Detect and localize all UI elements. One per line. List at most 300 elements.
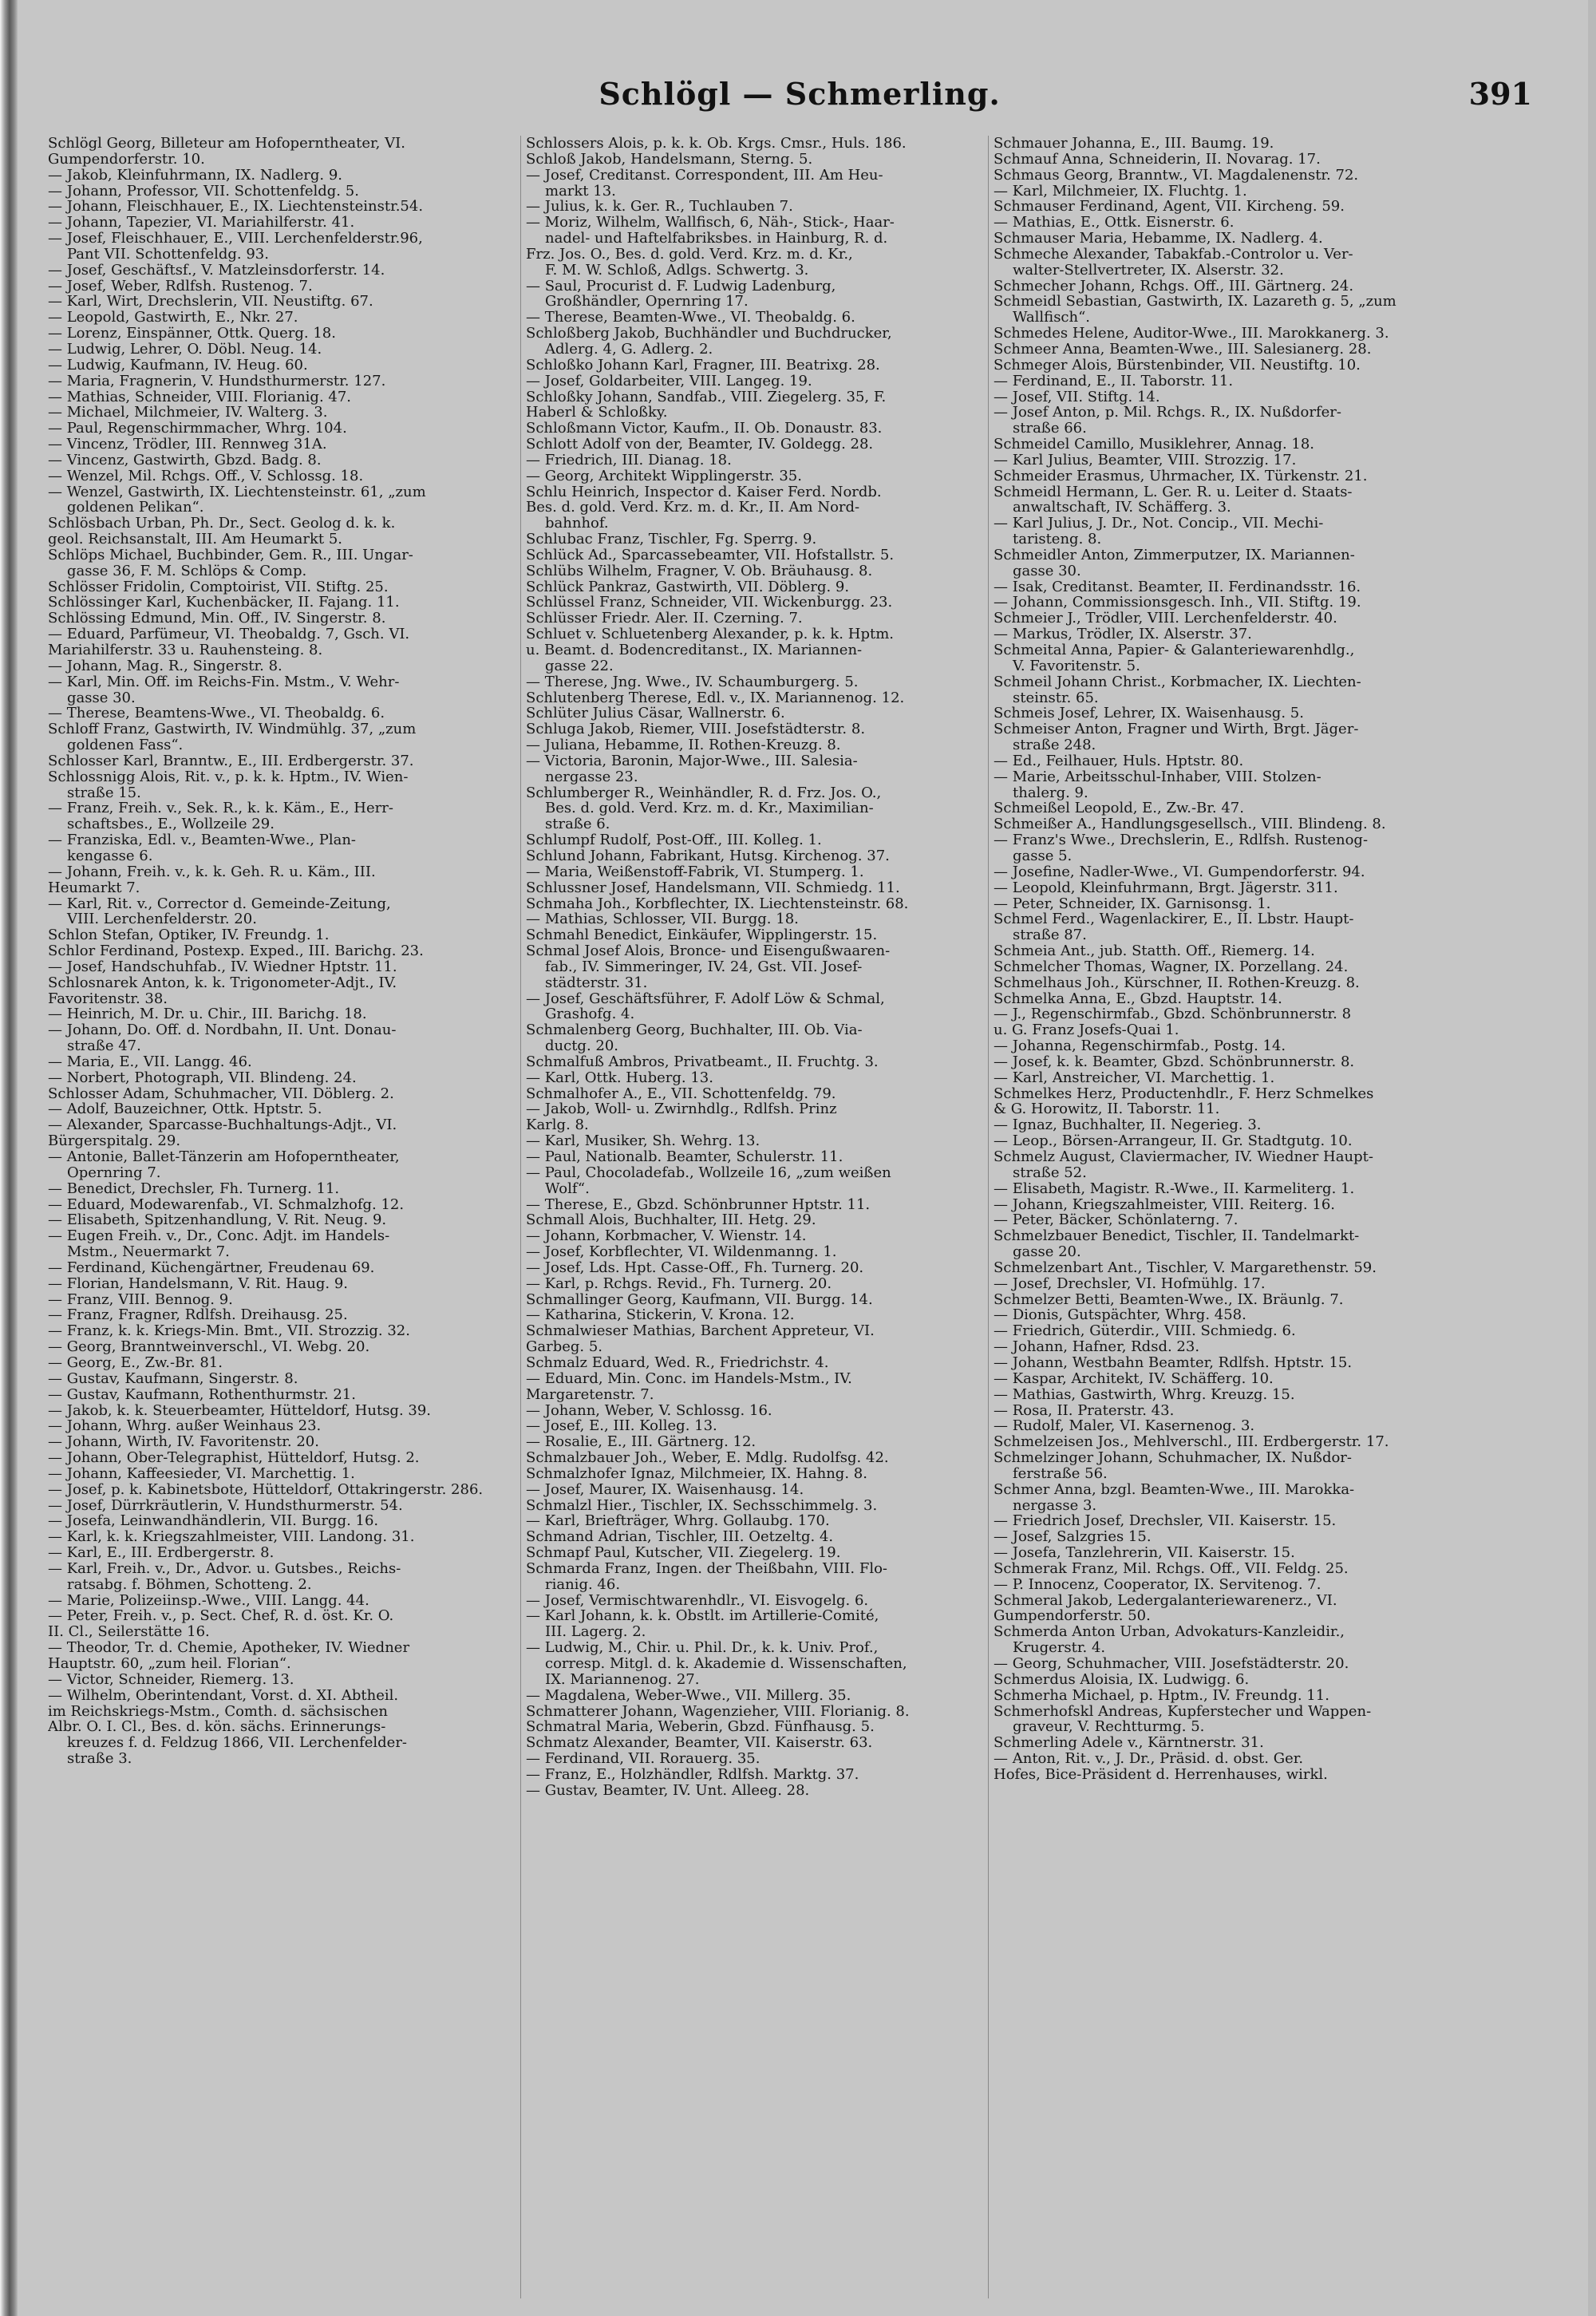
directory-entry: — Josef, Lds. Hpt. Casse-Off., Fh. Turnerg. 20. xyxy=(526,1259,864,1276)
directory-entry: Schmalzbauer Joh., Weber, E. Mdlg. Rudolfsg. 42. xyxy=(526,1450,889,1466)
directory-entry: Großhändler, Opernring 17. xyxy=(545,294,749,310)
directory-entry: nergasse 3. xyxy=(1013,1497,1097,1514)
directory-entry: — Mathias, E., Ottk. Eisnerstr. 6. xyxy=(994,215,1235,231)
directory-entry: — Eduard, Modewarenfab., VI. Schmalzhofg. 12. xyxy=(48,1196,405,1213)
directory-entry: Schloff Franz, Gastwirth, IV. Windmühlg. 37, „zum xyxy=(48,721,417,738)
directory-entry: — Peter, Schneider, IX. Garnisonsg. 1. xyxy=(994,895,1271,912)
directory-entry: Schmalzhofer Ignaz, Milchmeier, IX. Hahng. 8. xyxy=(526,1465,867,1482)
column-right xyxy=(988,136,1455,2298)
directory-entry: walter-Stellvertreter, IX. Alserstr. 32. xyxy=(1013,262,1284,279)
directory-entry: — Rudolf, Maler, VI. Kasernenog. 3. xyxy=(994,1418,1255,1435)
directory-entry: Opernring 7. xyxy=(67,1164,161,1181)
directory-entry: Schloß Jakob, Handelsmann, Sterng. 5. xyxy=(526,151,813,168)
directory-entry: Schmeidel Camillo, Musiklehrer, Annag. 18. xyxy=(994,437,1315,453)
directory-entry: Schmerak Franz, Mil. Rchgs. Off., VII. Feldg. 25. xyxy=(994,1560,1349,1577)
directory-entry: straße 52. xyxy=(1013,1164,1087,1181)
directory-entry: Schmeger Alois, Bürstenbinder, VII. Neustiftg. 10. xyxy=(994,357,1361,373)
directory-entry: — Mathias, Gastwirth, Whrg. Kreuzg. 15. xyxy=(994,1386,1295,1403)
directory-entry: — Franz, Freih. v., Sek. R., k. k. Käm., E., Herr- xyxy=(48,800,393,817)
directory-entry: Schmalz Eduard, Wed. R., Friedrichstr. 4. xyxy=(526,1354,829,1371)
directory-entry: — Eugen Freih. v., Dr., Conc. Adjt. im Handels- xyxy=(48,1228,390,1245)
directory-entry: kreuzes f. d. Feldzug 1866, VII. Lerchenfelder- xyxy=(67,1735,408,1752)
directory-entry: Bes. d. gold. Verd. Krz. m. d. Kr., Maximilian- xyxy=(545,800,874,817)
directory-entry: Schlon Stefan, Optiker, IV. Freundg. 1. xyxy=(48,927,330,944)
directory-entry: Schmaus Georg, Branntw., VI. Magdalenenstr. 72. xyxy=(994,167,1359,184)
directory-entry: — Paul, Chocoladefab., Wollzeile 16, „zum weißen xyxy=(526,1164,891,1181)
directory-entry: Schmeidl Sebastian, Gastwirth, IX. Lazareth g. 5, „zum xyxy=(994,294,1396,310)
directory-entry: — Johann, Kaffeesieder, VI. Marchettig. 1. xyxy=(48,1465,355,1482)
directory-entry: — Josefa, Leinwandhändlerin, VII. Burgg. 16. xyxy=(48,1513,379,1530)
directory-entry: gasse 22. xyxy=(545,658,614,674)
directory-entry: Schloßberg Jakob, Buchhändler und Buchdrucker, xyxy=(526,326,892,342)
directory-entry: Frz. Jos. O., Bes. d. gold. Verd. Krz. m. d. Kr., xyxy=(526,246,853,263)
directory-entry: Margaretenstr. 7. xyxy=(526,1386,654,1403)
directory-entry: Schlu Heinrich, Inspector d. Kaiser Ferd. Nordb. xyxy=(526,484,882,500)
directory-entry: — Eduard, Min. Conc. im Handels-Mstm., IV. xyxy=(526,1370,852,1387)
directory-entry: Schlussner Josef, Handelsmann, VII. Schmiedg. 11. xyxy=(526,879,900,896)
directory-entry: — Franziska, Edl. v., Beamten-Wwe., Plan- xyxy=(48,832,357,848)
directory-entry: — Isak, Creditanst. Beamter, II. Ferdinandsstr. 16. xyxy=(994,579,1361,595)
directory-entry: Schmauf Anna, Schneiderin, II. Novarag. 17. xyxy=(994,151,1321,168)
directory-entry: — Moriz, Wilhelm, Wallfisch, 6, Näh-, Stick-, Haar- xyxy=(526,215,895,231)
directory-entry: Wallfisch“. xyxy=(1013,310,1091,326)
directory-entry: straße 87. xyxy=(1013,927,1087,944)
column-middle xyxy=(520,136,987,2298)
directory-entry: Bes. d. gold. Verd. Krz. m. d. Kr., II. Am Nord- xyxy=(526,500,860,516)
directory-entry: Schlosser Karl, Branntw., E., III. Erdbergerstr. 37. xyxy=(48,753,414,769)
directory-entry: — Johann, Do. Off. d. Nordbahn, II. Unt. Donau- xyxy=(48,1022,397,1039)
directory-entry: bahnhof. xyxy=(545,516,609,532)
directory-entry: — Franz's Wwe., Drechslerin, E., Rdlfsh. Rustenog- xyxy=(994,832,1369,848)
directory-entry: — Josef, Salzgries 15. xyxy=(994,1529,1152,1546)
directory-entry: graveur, V. Rechtturmg. 5. xyxy=(1013,1719,1205,1736)
directory-entry: Schlüssel Franz, Schneider, VII. Wickenburgg. 23. xyxy=(526,595,893,611)
directory-entry: schaftsbes., E., Wollzeile 29. xyxy=(67,816,275,833)
directory-entry: Albr. O. I. Cl., Bes. d. kön. sächs. Erinnerungs- xyxy=(48,1719,386,1736)
directory-entry: — Elisabeth, Spitzenhandlung, V. Rit. Neug. 9. xyxy=(48,1212,387,1229)
directory-entry: — Wenzel, Mil. Rchgs. Off., V. Schlossg. 18. xyxy=(48,468,364,484)
directory-entry: straße 248. xyxy=(1013,737,1096,753)
directory-entry: — Karl, Musiker, Sh. Wehrg. 13. xyxy=(526,1133,760,1149)
directory-entry: — Franz, VIII. Bennog. 9. xyxy=(48,1291,233,1308)
directory-entry: gasse 5. xyxy=(1013,848,1073,864)
directory-entry: Heumarkt 7. xyxy=(48,879,140,896)
directory-entry: — Mathias, Schneider, VIII. Florianig. 47. xyxy=(48,389,352,405)
directory-entry: — Markus, Trödler, IX. Alserstr. 37. xyxy=(994,626,1252,642)
directory-entry: gasse 20. xyxy=(1013,1244,1081,1260)
directory-entry: Schlüsser Friedr. Aler. II. Czerning. 7. xyxy=(526,611,803,627)
directory-entry: straße 15. xyxy=(67,785,141,801)
directory-entry: Schmelzbauer Benedict, Tischler, II. Tandelmarkt- xyxy=(994,1228,1360,1245)
directory-entry: Schlöps Michael, Buchbinder, Gem. R., III. Ungar- xyxy=(48,547,413,563)
directory-entry: — Karl, Freih. v., Dr., Advor. u. Gutsbes., Reichs- xyxy=(48,1560,401,1577)
directory-entry: — Ludwig, M., Chir. u. Phil. Dr., k. k. Univ. Prof., xyxy=(526,1640,879,1656)
directory-entry: Schmerda Anton Urban, Advokaturs-Kanzleidir., xyxy=(994,1624,1345,1641)
directory-entry: Schlutenberg Therese, Edl. v., IX. Mariannenog. 12. xyxy=(526,690,905,706)
directory-entry: — Georg, Branntweinverschl., VI. Webg. 20. xyxy=(48,1339,370,1355)
directory-entry: — Ludwig, Kaufmann, IV. Heug. 60. xyxy=(48,357,308,373)
directory-entry: goldenen Pelikan“. xyxy=(67,500,204,516)
directory-entry: — Johann, Whrg. außer Weinhaus 23. xyxy=(48,1418,322,1435)
directory-entry: Schmand Adrian, Tischler, III. Oetzeltg. 4. xyxy=(526,1529,834,1546)
directory-entry: Schmedes Helene, Auditor-Wwe., III. Marokkanerg. 3. xyxy=(994,326,1389,342)
directory-entry: — Ferdinand, VII. Rorauerg. 35. xyxy=(526,1751,760,1767)
directory-entry: Schmer Anna, bzgl. Beamten-Wwe., III. Marokka- xyxy=(994,1481,1355,1498)
directory-entry: Schmarda Franz, Ingen. der Theißbahn, VIII. Flo- xyxy=(526,1560,887,1577)
directory-entry: Schmapf Paul, Kutscher, VII. Ziegelerg. 19. xyxy=(526,1545,841,1561)
directory-entry: Schmeia Ant., jub. Statth. Off., Riemerg. 14. xyxy=(994,943,1315,959)
directory-entry: Garbeg. 5. xyxy=(526,1339,603,1355)
directory-entry: — Marie, Polizeiinsp.-Wwe., VIII. Langg. 44. xyxy=(48,1592,369,1609)
directory-entry: — Ignaz, Buchhalter, II. Negerieg. 3. xyxy=(994,1117,1262,1134)
directory-page xyxy=(18,0,1588,2316)
directory-entry: Schmeital Anna, Papier- & Galanteriewarenhdlg., xyxy=(994,642,1355,658)
directory-entry: — Rosa, II. Praterstr. 43. xyxy=(994,1402,1175,1419)
directory-entry: Schlösbach Urban, Ph. Dr., Sect. Geolog d. k. k. xyxy=(48,516,396,532)
directory-entry: V. Favoritenstr. 5. xyxy=(1013,658,1140,674)
directory-entry: Schmauser Ferdinand, Agent, VII. Kircheng. 59. xyxy=(994,199,1345,215)
directory-entry: — Georg, Schuhmacher, VIII. Josefstädterstr. 20. xyxy=(994,1656,1349,1672)
directory-entry: — Therese, E., Gbzd. Schönbrunner Hptstr. 11. xyxy=(526,1196,871,1213)
directory-entry: Schmeier J., Trödler, VIII. Lerchenfelderstr. 40. xyxy=(994,611,1337,627)
directory-entry: — Karl, Milchmeier, IX. Fluchtg. 1. xyxy=(994,183,1247,200)
directory-entry: Schmauer Johanna, E., III. Baumg. 19. xyxy=(994,136,1274,152)
directory-entry: — Johann, Fleischhauer, E., IX. Liechtensteinstr.54. xyxy=(48,199,424,215)
directory-entry: gasse 30. xyxy=(1013,563,1081,579)
directory-entry: Schmelzenbart Ant., Tischler, V. Margarethenstr. 59. xyxy=(994,1259,1377,1276)
directory-entry: — Jakob, k. k. Steuerbeamter, Hütteldorf, Hutsg. 39. xyxy=(48,1402,432,1419)
directory-entry: & G. Horowitz, II. Taborstr. 11. xyxy=(994,1101,1220,1118)
directory-entry: — Saul, Procurist d. F. Ludwig Ladenburg, xyxy=(526,278,836,294)
directory-entry: — Josef, Weber, Rdlfsh. Rustenog. 7. xyxy=(48,278,313,294)
directory-entry: Schlössing Edmund, Min. Off., IV. Singerstr. 8. xyxy=(48,611,386,627)
directory-entry: Schmecher Johann, Rchgs. Off., III. Gärtnerg. 24. xyxy=(994,278,1354,294)
directory-entry: Schmalwieser Mathias, Barchent Appreteur, VI. xyxy=(526,1323,875,1340)
directory-entry: ratsabg. f. Böhmen, Schotteng. 2. xyxy=(67,1576,312,1593)
directory-entry: ferstraße 56. xyxy=(1013,1465,1108,1482)
directory-entry: F. M. W. Schloß, Adlgs. Schwertg. 3. xyxy=(545,262,809,279)
directory-entry: Schmerdus Aloisia, IX. Ludwigg. 6. xyxy=(994,1671,1250,1688)
directory-entry: Schmeißel Leopold, E., Zw.-Br. 47. xyxy=(994,800,1244,817)
page-number: 391 xyxy=(1468,76,1532,112)
directory-entry: — Josef, Fleischhauer, E., VIII. Lerchenfelderstr.96, xyxy=(48,231,423,247)
directory-entry: — Josef, Korbflechter, VI. Wildenmanng. 1. xyxy=(526,1244,837,1260)
directory-entry: Schlossers Alois, p. k. k. Ob. Krgs. Cmsr., Huls. 186. xyxy=(526,136,907,152)
page-title: Schlögl — Schmerling. xyxy=(598,76,1001,112)
directory-entry: — Maria, E., VII. Langg. 46. xyxy=(48,1053,252,1070)
directory-entry: — Josef, E., III. Kolleg. 13. xyxy=(526,1418,717,1435)
directory-entry: II. Cl., Seilerstätte 16. xyxy=(48,1624,210,1641)
directory-entry: — Josef, Maurer, IX. Waisenhausg. 14. xyxy=(526,1481,804,1498)
directory-entry: Schlössinger Karl, Kuchenbäcker, II. Fajang. 11. xyxy=(48,595,400,611)
directory-entry: — Jakob, Kleinfuhrmann, IX. Nadlerg. 9. xyxy=(48,167,342,184)
directory-entry: — Karl, Briefträger, Whrg. Gollaubg. 170. xyxy=(526,1513,830,1530)
directory-entry: fab., IV. Simmeringer, IV. 24, Gst. VII. Josef- xyxy=(545,958,863,975)
directory-entry: kengasse 6. xyxy=(67,848,153,864)
directory-entry: — Karl, p. Rchgs. Revid., Fh. Turnerg. 20. xyxy=(526,1275,832,1292)
directory-entry: Schmeral Jakob, Ledergalanteriewarenerz., VI. xyxy=(994,1592,1337,1609)
directory-entry: Schmatterer Johann, Wagenzieher, VIII. Florianig. 8. xyxy=(526,1703,910,1720)
directory-entry: Schlossnigg Alois, Rit. v., p. k. k. Hptm., IV. Wien- xyxy=(48,769,409,785)
directory-entry: — Florian, Handelsmann, V. Rit. Haug. 9. xyxy=(48,1275,348,1292)
directory-entry: Karlg. 8. xyxy=(526,1117,589,1134)
directory-entry: Schloßko Johann Karl, Fragner, III. Beatrixg. 28. xyxy=(526,357,880,373)
directory-entry: Schlott Adolf von der, Beamter, IV. Goldegg. 28. xyxy=(526,437,874,453)
directory-entry: — Georg, E., Zw.-Br. 81. xyxy=(48,1354,223,1371)
directory-entry: Schmeidl Hermann, L. Ger. R. u. Leiter d. Staats- xyxy=(994,484,1353,500)
directory-entry: Schmelzinger Johann, Schuhmacher, IX. Nußdor- xyxy=(994,1450,1352,1466)
directory-entry: — Julius, k. k. Ger. R., Tuchlauben 7. xyxy=(526,199,793,215)
directory-entry: Schmeidler Anton, Zimmerputzer, IX. Mariannen- xyxy=(994,547,1355,563)
directory-entry: Schmatz Alexander, Beamter, VII. Kaiserstr. 63. xyxy=(526,1735,873,1752)
directory-entry: Hauptstr. 60, „zum heil. Florian“. xyxy=(48,1656,291,1672)
directory-entry: — Heinrich, M. Dr. u. Chir., III. Barichg. 18. xyxy=(48,1006,367,1023)
directory-entry: — Karl, Anstreicher, VI. Marchettig. 1. xyxy=(994,1069,1275,1086)
directory-entry: Schmeer Anna, Beamten-Wwe., III. Salesianerg. 28. xyxy=(994,341,1372,358)
directory-entry: — Leopold, Gastwirth, E., Nkr. 27. xyxy=(48,310,298,326)
directory-entry: Schmeider Erasmus, Uhrmacher, IX. Türkenstr. 21. xyxy=(994,468,1368,484)
directory-entry: — Antonie, Ballet-Tänzerin am Hofoperntheater, xyxy=(48,1149,400,1165)
directory-entry: — Theodor, Tr. d. Chemie, Apotheker, IV. Wiedner xyxy=(48,1640,410,1656)
directory-entry: — Eduard, Parfümeur, VI. Theobaldg. 7, Gsch. VI. xyxy=(48,626,410,642)
directory-entry: Schmalfuß Ambros, Privatbeamt., II. Fruchtg. 3. xyxy=(526,1053,879,1070)
directory-entry: Schluga Jakob, Riemer, VIII. Josefstädterstr. 8. xyxy=(526,721,866,738)
directory-entry: Schmelcher Thomas, Wagner, IX. Porzellang. 24. xyxy=(994,958,1349,975)
directory-entry: — Karl, Min. Off. im Reichs-Fin. Mstm., V. Wehr- xyxy=(48,674,400,690)
directory-entry: anwaltschaft, IV. Schäfferg. 3. xyxy=(1013,500,1231,516)
directory-entry: — Karl, k. k. Kriegszahlmeister, VIII. Landong. 31. xyxy=(48,1529,415,1546)
directory-entry: Schmahl Benedict, Einkäufer, Wipplingerstr. 15. xyxy=(526,927,878,944)
directory-entry: — Karl, Rit. v., Corrector d. Gemeinde-Zeitung, xyxy=(48,895,391,912)
directory-entry: — Franz, k. k. Kriegs-Min. Bmt., VII. Strozzig. 32. xyxy=(48,1323,410,1340)
directory-entry: Schmallinger Georg, Kaufmann, VII. Burgg. 14. xyxy=(526,1291,873,1308)
directory-entry: — Alexander, Sparcasse-Buchhaltungs-Adjt., VI. xyxy=(48,1117,397,1134)
directory-entry: — Therese, Beamtens-Wwe., VI. Theobaldg. 6. xyxy=(48,705,385,722)
directory-entry: — Norbert, Photograph, VII. Blindeng. 24. xyxy=(48,1069,357,1086)
directory-entry: — Peter, Bäcker, Schönlaterng. 7. xyxy=(994,1212,1238,1229)
directory-entry: — Leop., Börsen-Arrangeur, II. Gr. Stadtgutg. 10. xyxy=(994,1133,1353,1149)
directory-entry: — Johann, Hafner, Rdsd. 23. xyxy=(994,1339,1200,1355)
directory-entry: Schlosser Adam, Schuhmacher, VII. Döblerg. 2. xyxy=(48,1085,394,1102)
directory-entry: Schlumpf Rudolf, Post-Off., III. Kolleg. 1. xyxy=(526,832,822,848)
directory-entry: — Josef, Geschäftsf., V. Matzleinsdorferstr. 14. xyxy=(48,262,385,279)
directory-entry: Mstm., Neuermarkt 7. xyxy=(67,1244,230,1260)
directory-entry: Schlor Ferdinand, Postexp. Exped., III. Barichg. 23. xyxy=(48,943,424,959)
directory-entry: Schmalhofer A., E., VII. Schottenfeldg. 79. xyxy=(526,1085,836,1102)
directory-entry: Schmaha Joh., Korbflechter, IX. Liechtensteinstr. 68. xyxy=(526,895,909,912)
directory-entry: — Gustav, Kaufmann, Singerstr. 8. xyxy=(48,1370,298,1387)
directory-entry: im Reichskriegs-Mstm., Comth. d. sächsischen xyxy=(48,1703,389,1720)
directory-entry: — Josef, Creditanst. Correspondent, III. Am Heu- xyxy=(526,167,883,184)
directory-entry: — Kaspar, Architekt, IV. Schäfferg. 10. xyxy=(994,1370,1274,1387)
directory-entry: — Josef, Geschäftsführer, F. Adolf Löw & Schmal, xyxy=(526,990,885,1007)
directory-entry: — Therese, Beamten-Wwe., VI. Theobaldg. 6. xyxy=(526,310,855,326)
directory-entry: — Friedrich Josef, Drechsler, VII. Kaiserstr. 15. xyxy=(994,1513,1337,1530)
directory-entry: — Franz, Fragner, Rdlfsh. Dreihausg. 25. xyxy=(48,1307,348,1324)
directory-entry: — Johanna, Regenschirmfab., Postg. 14. xyxy=(994,1038,1286,1054)
directory-entry: — Therese, Jng. Wwe., IV. Schaumburgerg. 5. xyxy=(526,674,859,690)
directory-entry: III. Lagerg. 2. xyxy=(545,1624,646,1641)
directory-entry: Schmauser Maria, Hebamme, IX. Nadlerg. 4. xyxy=(994,231,1323,247)
directory-entry: — Josef, Handschuhfab., IV. Wiedner Hptstr. 11. xyxy=(48,958,397,975)
directory-entry: Schmeche Alexander, Tabakfab.-Controlor u. Ver- xyxy=(994,246,1353,263)
directory-entry: — Johann, Westbahn Beamter, Rdlfsh. Hptstr. 15. xyxy=(994,1354,1353,1371)
directory-entry: — Gustav, Beamter, IV. Unt. Alleeg. 28. xyxy=(526,1782,810,1799)
directory-entry: straße 6. xyxy=(545,816,610,833)
directory-entry: — Johann, Wirth, IV. Favoritenstr. 20. xyxy=(48,1434,319,1451)
directory-entry: städterstr. 31. xyxy=(545,974,648,991)
directory-entry: — Michael, Milchmeier, IV. Walterg. 3. xyxy=(48,405,328,421)
directory-entry: Gumpendorferstr. 10. xyxy=(48,151,205,168)
directory-entry: — Johann, Tapezier, VI. Mariahilferstr. 41. xyxy=(48,215,355,231)
directory-entry: — Dionis, Gutspächter, Whrg. 458. xyxy=(994,1307,1246,1324)
directory-entry: — Paul, Nationalb. Beamter, Schulerstr. 11. xyxy=(526,1149,843,1165)
directory-entry: — Karl, Wirt, Drechslerin, VII. Neustiftg. 67. xyxy=(48,294,373,310)
directory-entry: VIII. Lerchenfelderstr. 20. xyxy=(67,911,257,928)
directory-entry: straße 47. xyxy=(67,1038,141,1054)
directory-entry: — Josef, Drechsler, VI. Hofmühlg. 17. xyxy=(994,1275,1266,1292)
directory-entry: Schlögl Georg, Billeteur am Hofoperntheater, VI. xyxy=(48,136,405,152)
directory-entry: — Friedrich, Güterdir., VIII. Schmiedg. 6. xyxy=(994,1323,1296,1340)
page-header xyxy=(18,76,1588,124)
directory-entry: Favoritenstr. 38. xyxy=(48,990,168,1007)
directory-entry: — Benedict, Drechsler, Fh. Turnerg. 11. xyxy=(48,1180,340,1197)
directory-entry: — Josef, Dürrkräutlerin, V. Hundsthurmerstr. 54. xyxy=(48,1497,403,1514)
directory-entry: Schmelzeisen Jos., Mehlverschl., III. Erdbergerstr. 17. xyxy=(994,1434,1389,1451)
directory-entry: — P. Innocenz, Cooperator, IX. Servitenog. 7. xyxy=(994,1576,1321,1593)
directory-entry: — Karl, Ottk. Huberg. 13. xyxy=(526,1069,713,1086)
directory-entry: — Paul, Regenschirmmacher, Whrg. 104. xyxy=(48,421,347,437)
directory-entry: Krugerstr. 4. xyxy=(1013,1640,1106,1656)
directory-entry: — Johann, Commissionsgesch. Inh., VII. Stiftg. 19. xyxy=(994,595,1361,611)
directory-entry: — Gustav, Kaufmann, Rothenthurmstr. 21. xyxy=(48,1386,356,1403)
directory-entry: — Katharina, Stickerin, V. Krona. 12. xyxy=(526,1307,795,1324)
directory-entry: nergasse 23. xyxy=(545,769,638,785)
directory-entry: — Ed., Feilhauer, Huls. Hptstr. 80. xyxy=(994,753,1244,769)
directory-entry: Schmatral Maria, Weberin, Gbzd. Fünfhausg. 5. xyxy=(526,1719,875,1736)
directory-entry: — Johann, Professor, VII. Schottenfeldg. 5. xyxy=(48,183,359,200)
column-left xyxy=(48,136,514,2298)
directory-entry: Schmeil Johann Christ., Korbmacher, IX. Liechten- xyxy=(994,674,1361,690)
directory-entry: — Karl, E., III. Erdbergerstr. 8. xyxy=(48,1545,275,1561)
directory-entry: Schlösser Fridolin, Comptoirist, VII. Stiftg. 25. xyxy=(48,579,389,595)
directory-entry: Schlumberger R., Weinhändler, R. d. Frz. Jos. O., xyxy=(526,785,882,801)
directory-entry: — J., Regenschirmfab., Gbzd. Schönbrunnerstr. 8 xyxy=(994,1006,1352,1023)
directory-entry: markt 13. xyxy=(545,183,616,200)
directory-entry: — Marie, Arbeitsschul-Inhaber, VIII. Stolzen- xyxy=(994,769,1321,785)
directory-entry: Schlund Johann, Fabrikant, Hutsg. Kirchenog. 37. xyxy=(526,848,890,864)
directory-entry: Schmeißer A., Handlungsgesellsch., VIII. Blindeng. 8. xyxy=(994,816,1386,833)
directory-entry: — Victor, Schneider, Riemerg. 13. xyxy=(48,1671,294,1688)
directory-entry: — Johann, Ober-Telegraphist, Hütteldorf, Hutsg. 2. xyxy=(48,1450,420,1466)
directory-entry: IX. Mariannenog. 27. xyxy=(545,1671,700,1688)
directory-entry: Schmerhofskl Andreas, Kupferstecher und Wappen- xyxy=(994,1703,1372,1720)
directory-entry: — Georg, Architekt Wipplingerstr. 35. xyxy=(526,468,802,484)
directory-entry: Schmelka Anna, E., Gbzd. Hauptstr. 14. xyxy=(994,990,1282,1007)
directory-entry: — Josef, k. k. Beamter, Gbzd. Schönbrunnerstr. 8. xyxy=(994,1053,1355,1070)
directory-entry: — Josef, Vermischtwarenhdlr., VI. Eisvogelg. 6. xyxy=(526,1592,869,1609)
directory-entry: — Ferdinand, E., II. Taborstr. 11. xyxy=(994,373,1234,389)
directory-entry: — Josef, VII. Stiftg. 14. xyxy=(994,389,1160,405)
directory-entry: u. Beamt. d. Bodencreditanst., IX. Mariannen- xyxy=(526,642,863,658)
directory-entry: Haberl & Schloßky. xyxy=(526,405,668,421)
directory-entry: Schmeis Josef, Lehrer, IX. Waisenhausg. 5. xyxy=(994,705,1304,722)
directory-entry: Schmel Ferd., Wagenlackirer, E., II. Lbstr. Haupt- xyxy=(994,911,1354,928)
directory-entry: Schloßmann Victor, Kaufm., II. Ob. Donaustr. 83. xyxy=(526,421,883,437)
directory-entry: straße 66. xyxy=(1013,421,1087,437)
directory-entry: — Juliana, Hebamme, II. Rothen-Kreuzg. 8. xyxy=(526,737,841,753)
directory-entry: — Johann, Korbmacher, V. Wienstr. 14. xyxy=(526,1228,807,1245)
directory-entry: gasse 30. xyxy=(67,690,136,706)
directory-entry: — Vincenz, Trödler, III. Rennweg 31A. xyxy=(48,437,327,453)
directory-entry: — Jakob, Woll- u. Zwirnhdlg., Rdlfsh. Prinz xyxy=(526,1101,837,1118)
directory-entry: — Ludwig, Lehrer, O. Döbl. Neug. 14. xyxy=(48,341,322,358)
directory-entry: Gumpendorferstr. 50. xyxy=(994,1608,1151,1625)
directory-entry: Schlück Pankraz, Gastwirth, VII. Döblerg. 9. xyxy=(526,579,850,595)
directory-entry: — Maria, Fragnerin, V. Hundsthurmerstr. 127. xyxy=(48,373,386,389)
directory-entry: — Wenzel, Gastwirth, IX. Liechtensteinstr. 61, „zum xyxy=(48,484,426,500)
directory-entry: — Johann, Mag. R., Singerstr. 8. xyxy=(48,658,282,674)
directory-entry: — Ferdinand, Küchengärtner, Freudenau 69. xyxy=(48,1259,375,1276)
directory-entry: rianig. 46. xyxy=(545,1576,621,1593)
directory-entry: — Elisabeth, Magistr. R.-Wwe., II. Karmeliterg. 1. xyxy=(994,1180,1355,1197)
directory-entry: — Franz, E., Holzhändler, Rdlfsh. Marktg. 37. xyxy=(526,1766,859,1783)
binding-gutter xyxy=(0,0,18,2316)
directory-entry: Wolf“. xyxy=(545,1180,590,1197)
directory-entry: — Vincenz, Gastwirth, Gbzd. Badg. 8. xyxy=(48,452,322,468)
directory-entry: Adlerg. 4, G. Adlerg. 2. xyxy=(545,341,713,358)
directory-entry: — Peter, Freih. v., p. Sect. Chef, R. d. öst. Kr. O. xyxy=(48,1608,394,1625)
directory-entry: Bürgerspitalg. 29. xyxy=(48,1133,181,1149)
directory-entry: — Maria, Weißenstoff-Fabrik, VI. Stumperg. 1. xyxy=(526,864,864,880)
directory-entry: Schlosnarek Anton, k. k. Trigonometer-Adjt., IV. xyxy=(48,974,397,991)
directory-entry: Mariahilferstr. 33 u. Rauhensteing. 8. xyxy=(48,642,323,658)
directory-entry: Schmall Alois, Buchhalter, III. Hetg. 29. xyxy=(526,1212,816,1229)
directory-entry: Schmalenberg Georg, Buchhalter, III. Ob. Via- xyxy=(526,1022,863,1039)
directory-entry: Grashofg. 4. xyxy=(545,1006,635,1023)
directory-entry: — Magdalena, Weber-Wwe., VII. Millerg. 35. xyxy=(526,1687,851,1704)
directory-entry: — Josef, p. k. Kabinetsbote, Hütteldorf, Ottakringerstr. 286. xyxy=(48,1481,484,1498)
directory-entry: ductg. 20. xyxy=(545,1038,619,1054)
directory-entry: Schmelzer Betti, Beamten-Wwe., IX. Bräunlg. 7. xyxy=(994,1291,1344,1308)
directory-entry: Schmelkes Herz, Productenhdlr., F. Herz Schmelkes xyxy=(994,1085,1374,1102)
directory-entry: Schmerha Michael, p. Hptm., IV. Freundg. 11. xyxy=(994,1687,1329,1704)
directory-entry: — Karl Julius, J. Dr., Not. Concip., VII. Mechi- xyxy=(994,516,1324,532)
directory-entry: straße 3. xyxy=(67,1751,132,1767)
directory-entry: — Victoria, Baronin, Major-Wwe., III. Salesia- xyxy=(526,753,858,769)
directory-entry: Schluet v. Schluetenberg Alexander, p. k. k. Hptm. xyxy=(526,626,894,642)
directory-entry: — Friedrich, III. Dianag. 18. xyxy=(526,452,732,468)
directory-entry: — Karl Julius, Beamter, VIII. Strozzig. 17. xyxy=(994,452,1297,468)
directory-entry: — Josef, Goldarbeiter, VIII. Langeg. 19. xyxy=(526,373,812,389)
directory-entry: — Johann, Freih. v., k. k. Geh. R. u. Käm., III. xyxy=(48,864,376,880)
directory-entry: — Josefa, Tanzlehrerin, VII. Kaiserstr. 15. xyxy=(994,1545,1295,1561)
directory-entry: geol. Reichsanstalt, III. Am Heumarkt 5. xyxy=(48,532,342,547)
directory-entry: — Adolf, Bauzeichner, Ottk. Hptstr. 5. xyxy=(48,1101,322,1118)
directory-entry: — Wilhelm, Oberintendant, Vorst. d. XI. Abtheil. xyxy=(48,1687,399,1704)
directory-entry: goldenen Fass“. xyxy=(67,737,184,753)
directory-entry: Schmerling Adele v., Kärntnerstr. 31. xyxy=(994,1735,1264,1752)
directory-entry: nadel- und Haftelfabriksbes. in Hainburg, R. d. xyxy=(545,231,888,247)
directory-entry: — Johann, Kriegszahlmeister, VIII. Reiterg. 16. xyxy=(994,1196,1336,1213)
directory-entry: — Johann, Weber, V. Schlossg. 16. xyxy=(526,1402,772,1419)
directory-entry: — Josefine, Nadler-Wwe., VI. Gumpendorferstr. 94. xyxy=(994,864,1365,880)
directory-entry: Schlubac Franz, Tischler, Fg. Sperrg. 9. xyxy=(526,532,817,547)
directory-entry: steinstr. 65. xyxy=(1013,690,1099,706)
directory-entry: Schlübs Wilhelm, Fragner, V. Ob. Bräuhausg. 8. xyxy=(526,563,873,579)
directory-entry: Schmelz August, Claviermacher, IV. Wiedner Haupt- xyxy=(994,1149,1373,1165)
directory-entry: Schmeiser Anton, Fragner und Wirth, Brgt. Jäger- xyxy=(994,721,1359,738)
